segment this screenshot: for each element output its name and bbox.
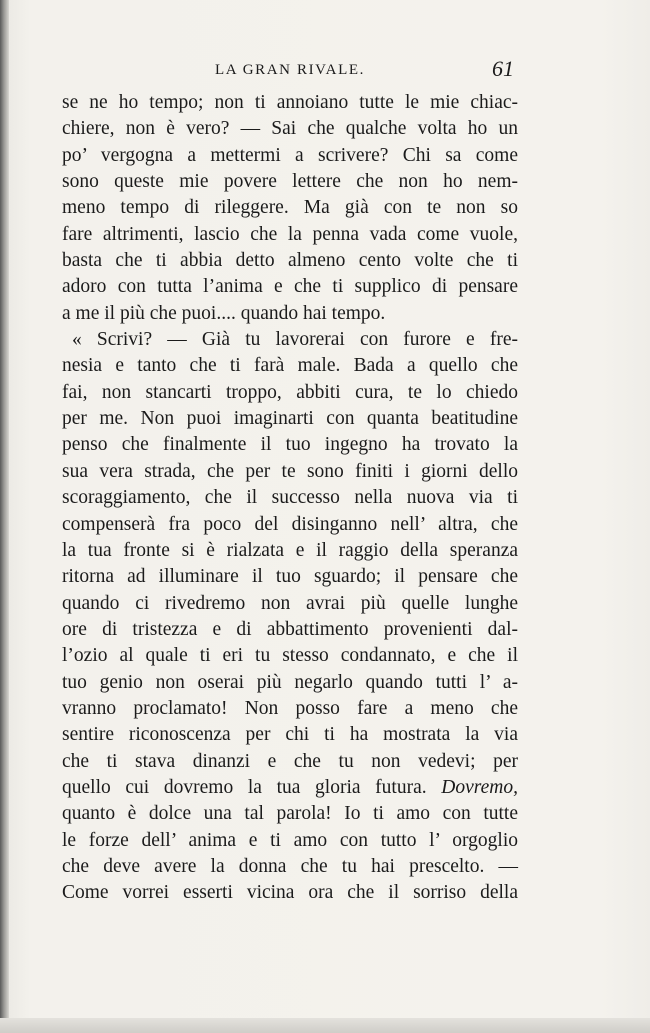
text-line: Come vorrei esserti vicina ora che il sorriso della <box>62 882 518 904</box>
text-line: che ti stava dinanzi e che tu non vedevi; per <box>62 750 518 772</box>
text-line: tuo genio non oserai più negarlo quando tutti l’ a- <box>62 671 518 693</box>
running-title: LA GRAN RIVALE. <box>215 62 365 78</box>
text-line: adoro con tutta l’anima e che ti supplico di pensare <box>62 276 518 298</box>
text-line: compenserà fra poco del disinganno nell’ altra, che <box>62 513 518 535</box>
text-line: ore di tristezza e di abbattimento provenienti dal- <box>62 618 518 640</box>
text-line: vranno proclamato! Non posso fare a meno che <box>62 697 518 719</box>
italic-word: Dovremo, <box>441 776 518 798</box>
text-line: sono queste mie povere lettere che non ho nem- <box>62 171 518 193</box>
text-line: penso che finalmente il tuo ingegno ha trovato la <box>62 434 518 456</box>
paragraph-start-line: « Scrivi? — Già tu lavorerai con furore e fre- <box>72 329 518 351</box>
text-line: quando ci rivedremo non avrai più quelle lunghe <box>62 592 518 614</box>
text-segment: quello cui dovremo la tua gloria futura. <box>62 776 427 798</box>
text-line: fare altrimenti, lascio che la penna vada come vuole, <box>62 223 518 245</box>
running-head <box>62 56 518 86</box>
text-line <box>62 775 518 801</box>
page-binding-edge <box>0 0 9 1033</box>
text-line: meno tempo di rileggere. Ma già con te non so <box>62 197 518 219</box>
text-line: le forze dell’ anima e ti amo con tutto l’ orgoglio <box>62 829 518 851</box>
text-line: che deve avere la donna che tu hai prescelto. — <box>62 855 518 877</box>
text-line: la tua fronte si è rialzata e il raggio della speranza <box>62 539 518 561</box>
text-line: sentire riconoscenza per chi ti ha mostrata la via <box>62 724 518 746</box>
body-text <box>62 90 518 907</box>
text-line: quanto è dolce una tal parola! Io ti amo con tutte <box>62 803 518 825</box>
text-line: per me. Non puoi imaginarti con quanta beatitudine <box>62 408 518 430</box>
text-line: nesia e tanto che ti farà male. Bada a quello che <box>62 355 518 377</box>
text-line: scoraggiamento, che il successo nella nuova via ti <box>62 487 518 509</box>
text-line: l’ozio al quale ti eri tu stesso condannato, e che il <box>62 645 518 667</box>
text-line: se ne ho tempo; non ti annoiano tutte le mie chiac- <box>62 92 518 113</box>
text-line: basta che ti abbia detto almeno cento volte che ti <box>62 250 518 272</box>
paragraph-end-line: a me il più che puoi.... quando hai tempo. <box>62 302 386 324</box>
page-number: 61 <box>492 56 514 81</box>
text-line: po’ vergogna a mettermi a scrivere? Chi sa come <box>62 144 518 166</box>
text-line: ritorna ad illuminare il tuo sguardo; il pensare che <box>62 566 518 588</box>
text-line: chiere, non è vero? — Sai che qualche volta ho un <box>62 118 518 140</box>
page-bottom-edge <box>0 1018 650 1033</box>
text-line: sua vera strada, che per te sono finiti i giorni dello <box>62 460 518 482</box>
text-line: fai, non stancarti troppo, abbiti cura, te lo chiedo <box>62 381 518 403</box>
